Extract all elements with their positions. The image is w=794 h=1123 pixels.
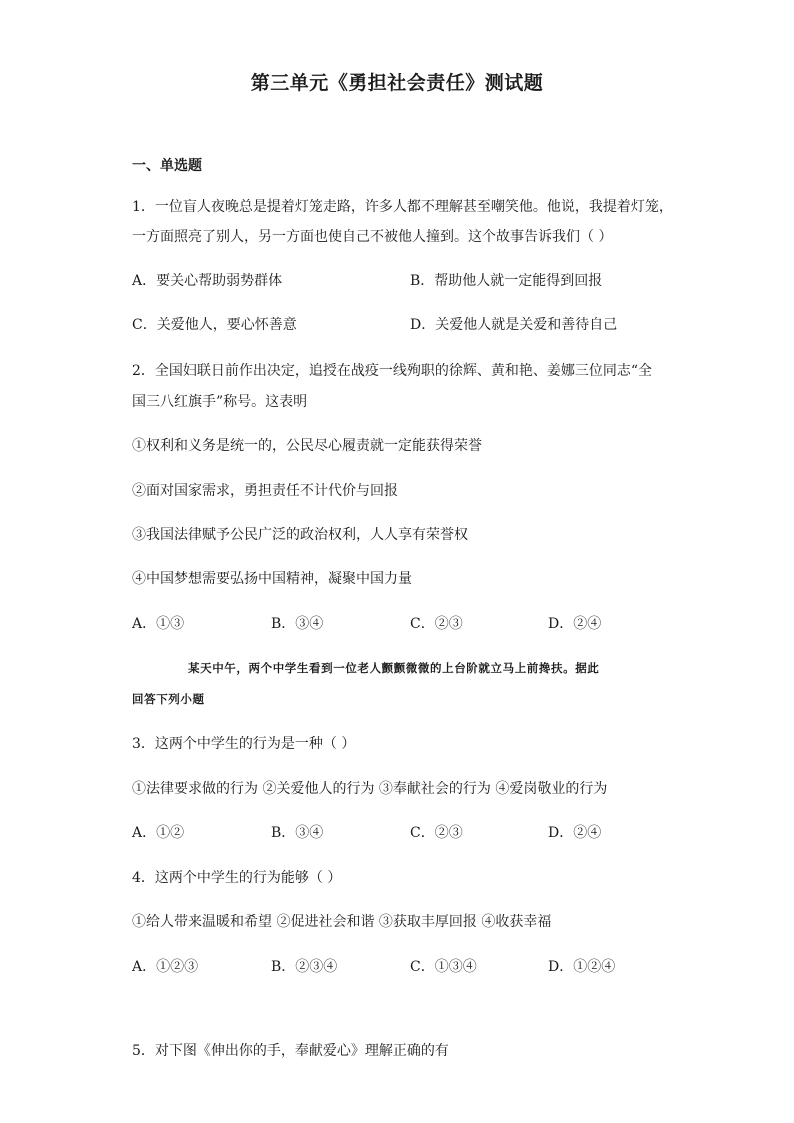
question-4-statements: ①给人带来温暖和希望 ②促进社会和谐 ③获取丰厚回报 ④收获幸福 [132, 914, 552, 930]
question-1-option-b: B．帮助他人就一定能得到回报 [410, 273, 603, 289]
question-1-stem-line-1: 1．一位盲人夜晚总是提着灯笼走路，许多人都不理解甚至嘲笑他。他说，我提着灯笼， [132, 199, 673, 215]
question-4-option-d: D．①②④ [548, 959, 616, 975]
page-title: 第三单元《勇担社会责任》测试题 [250, 72, 544, 94]
question-2-stem-line-1: 2．全国妇联日前作出决定，追授在战疫一线殉职的徐辉、黄和艳、姜娜三位同志“全 [132, 363, 653, 379]
question-3-option-c: C．②③ [410, 825, 463, 841]
question-4-stem: 4．这两个中学生的行为能够（ ） [132, 870, 342, 886]
question-2-option-b: B．③④ [271, 616, 324, 632]
question-3-option-d: D．②④ [548, 825, 602, 841]
scenario-line-1: 某天中午，两个中学生看到一位老人颤颤微微的上台阶就立马上前搀扶。据此 [188, 661, 600, 675]
question-2-statement-2: ②面对国家需求，勇担责任不计代价与回报 [132, 483, 398, 499]
question-5-stem: 5．对下图《伸出你的手，奉献爱心》理解正确的有 [132, 1043, 449, 1059]
question-1-option-a: A．要关心帮助弱势群体 [132, 273, 283, 289]
question-3-option-a: A．①② [132, 825, 185, 841]
question-3-option-b: B．③④ [271, 825, 324, 841]
question-2-option-d: D．②④ [548, 616, 602, 632]
question-3-statements: ①法律要求做的行为 ②关爱他人的行为 ③奉献社会的行为 ④爱岗敬业的行为 [132, 781, 608, 797]
section-heading: 一、单选题 [132, 158, 202, 174]
question-4-option-b: B．②③④ [271, 959, 338, 975]
question-2-stem-line-2: 国三八红旗手”称号。这表明 [132, 394, 308, 410]
question-2-statement-3: ③我国法律赋予公民广泛的政治权利，人人享有荣誉权 [132, 527, 468, 543]
question-1-option-d: D．关爱他人就是关爱和善待自己 [410, 317, 618, 333]
question-1-stem-line-2: 一方面照亮了别人，另一方面也使自己不被他人撞到。这个故事告诉我们（ ） [132, 229, 613, 245]
question-4-option-a: A．①②③ [132, 959, 199, 975]
question-2-option-c: C．②③ [410, 616, 463, 632]
question-1-option-c: C．关爱他人，要心怀善意 [132, 317, 297, 333]
question-2-statement-1: ①权利和义务是统一的，公民尽心履责就一定能获得荣誉 [132, 438, 482, 454]
question-2-statement-4: ④中国梦想需要弘扬中国精神，凝聚中国力量 [132, 571, 412, 587]
question-3-stem: 3．这两个中学生的行为是一种（ ） [132, 736, 356, 752]
question-4-option-c: C．①③④ [410, 959, 477, 975]
scenario-line-2: 回答下列小题 [132, 692, 205, 706]
question-2-option-a: A．①③ [132, 616, 185, 632]
